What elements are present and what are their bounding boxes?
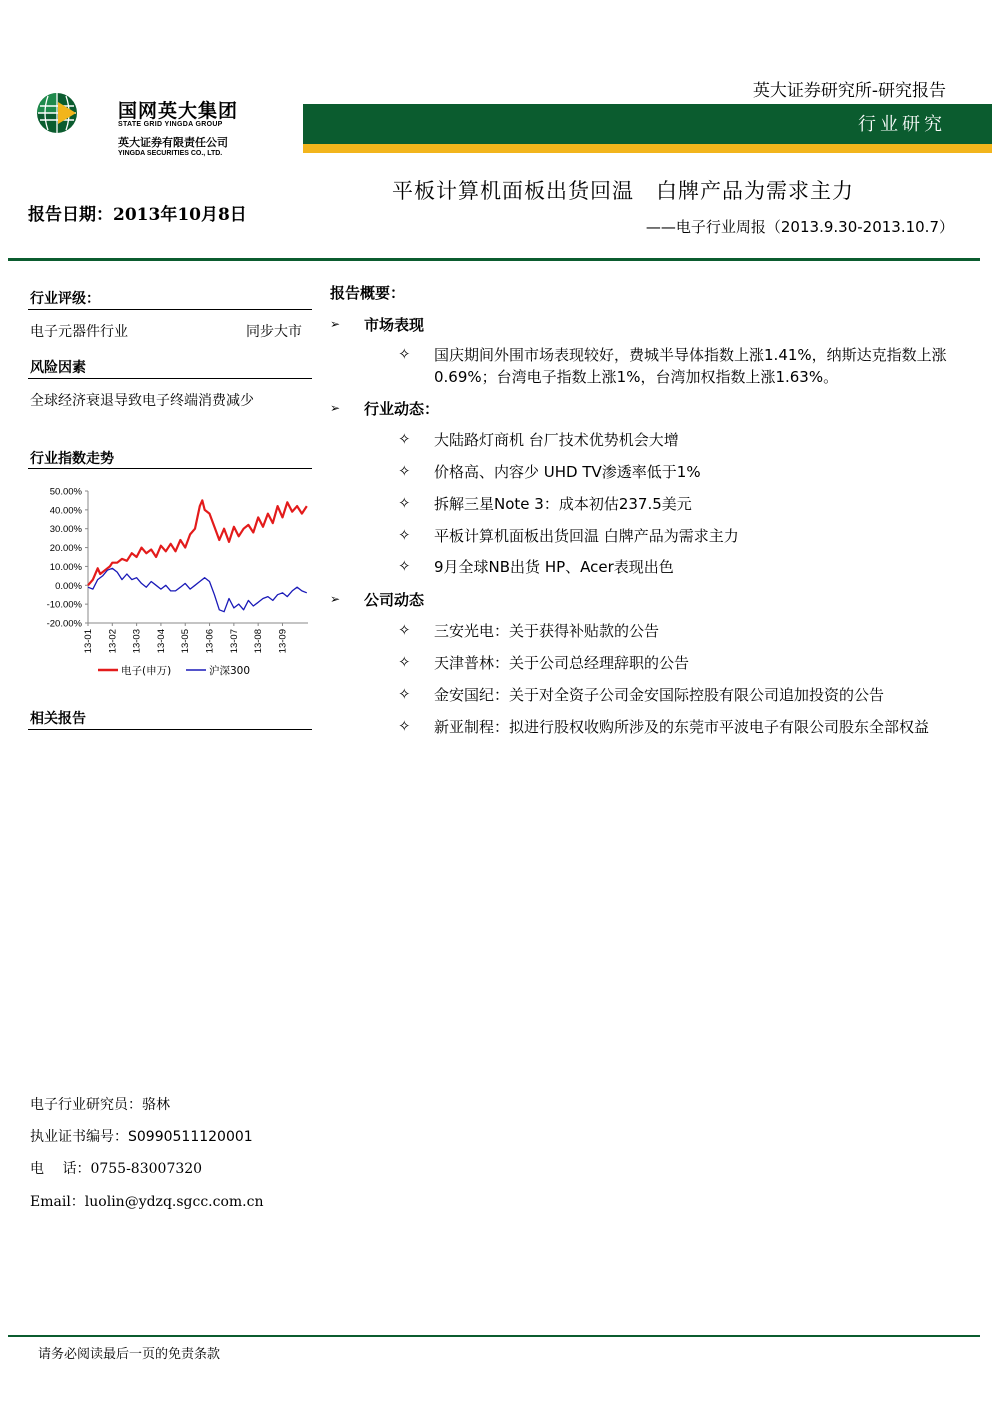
rating-heading: 行业评级： bbox=[30, 291, 100, 307]
divider bbox=[28, 309, 312, 310]
chart-series-line-2 bbox=[88, 568, 307, 611]
arrow-bullet-icon: ➢ bbox=[330, 317, 341, 331]
star-bullet-icon: ✧ bbox=[398, 345, 411, 363]
analyst-name: 电子行业研究员：骆林 bbox=[30, 1097, 170, 1113]
chart-x-tick-label: 13-07 bbox=[228, 629, 240, 654]
risk-heading: 风险因素 bbox=[30, 360, 86, 376]
summary-heading: 报告概要： bbox=[330, 284, 406, 302]
report-subtitle: ——电子行业周报（2013.9.30-2013.10.7） bbox=[645, 218, 954, 236]
chart-series-line-1 bbox=[88, 500, 307, 585]
arrow-bullet-icon: ➢ bbox=[330, 401, 341, 415]
institute-label: 英大证券研究所-研究报告 bbox=[752, 81, 946, 101]
brand-name-english: STATE GRID YINGDA GROUP bbox=[118, 121, 223, 128]
header-divider bbox=[8, 258, 980, 261]
star-bullet-icon: ✧ bbox=[398, 494, 411, 512]
chart-y-tick-label: -20.00% bbox=[46, 618, 82, 630]
section-label: 行业研究 bbox=[858, 114, 946, 135]
footer-divider bbox=[8, 1335, 980, 1337]
chart-x-tick-label: 13-04 bbox=[155, 629, 167, 654]
summary-item: 大陆路灯商机 台厂技术优势机会大增 bbox=[434, 431, 679, 449]
summary-item: 拆解三星Note 3：成本初估237.5美元 bbox=[434, 495, 692, 513]
chart-y-tick-label: -10.00% bbox=[46, 599, 82, 611]
summary-section-title: 行业动态： bbox=[364, 400, 440, 418]
risk-text: 全球经济衰退导致电子终端消费减少 bbox=[30, 393, 254, 409]
summary-item: 国庆期间外围市场表现较好，费城半导体指数上涨1.41%，纳斯达克指数上涨0.69%；台湾电子指数上涨1%，台湾加权指数上涨1.63%。 bbox=[434, 346, 947, 386]
summary-section-title: 公司动态 bbox=[364, 591, 425, 609]
chart-y-tick-label: 50.00% bbox=[49, 486, 82, 498]
index-trend-chart bbox=[28, 478, 318, 688]
company-name-english: YINGDA SECURITIES CO., LTD. bbox=[118, 150, 223, 157]
chart-x-tick-label: 13-03 bbox=[131, 629, 143, 654]
star-bullet-icon: ✧ bbox=[398, 621, 411, 639]
summary-item: 平板计算机面板出货回温 白牌产品为需求主力 bbox=[434, 527, 739, 545]
brand-name: 国网英大集团 bbox=[118, 100, 239, 122]
chart-y-tick-label: 30.00% bbox=[49, 524, 82, 536]
arrow-bullet-icon: ➢ bbox=[330, 592, 341, 606]
summary-item: 金安国纪：关于对全资子公司金安国际控股有限公司追加投资的公告 bbox=[434, 686, 885, 704]
chart-y-tick-label: 10.00% bbox=[49, 561, 82, 573]
disclaimer-text: 请务必阅读最后一页的免责条款 bbox=[38, 1347, 221, 1362]
related-reports-heading: 相关报告 bbox=[30, 711, 86, 727]
license-number: 执业证书编号：S0990511120001 bbox=[30, 1129, 253, 1145]
header-accent-band bbox=[303, 144, 992, 153]
summary-section-title: 市场表现 bbox=[364, 316, 425, 334]
report-date: 报告日期：2013年10月8日 bbox=[28, 205, 247, 225]
summary-item: 天津普林：关于公司总经理辞职的公告 bbox=[434, 654, 690, 672]
chart-x-tick-label: 13-08 bbox=[253, 629, 265, 654]
star-bullet-icon: ✧ bbox=[398, 557, 411, 575]
chart-x-tick-label: 13-06 bbox=[204, 629, 216, 654]
chart-y-tick-label: 0.00% bbox=[55, 580, 82, 592]
chart-y-tick-label: 40.00% bbox=[49, 505, 82, 517]
chart-x-tick-label: 13-05 bbox=[180, 629, 192, 654]
company-name: 英大证券有限责任公司 bbox=[118, 136, 228, 149]
divider bbox=[28, 729, 312, 730]
index-trend-heading: 行业指数走势 bbox=[30, 451, 114, 467]
star-bullet-icon: ✧ bbox=[398, 526, 411, 544]
star-bullet-icon: ✧ bbox=[398, 462, 411, 480]
chart-x-tick-label: 13-02 bbox=[107, 629, 119, 654]
divider bbox=[28, 468, 312, 469]
star-bullet-icon: ✧ bbox=[398, 685, 411, 703]
email-address: Email：luolin@ydzq.sgcc.com.cn bbox=[30, 1194, 264, 1210]
company-logo-icon bbox=[36, 92, 78, 134]
star-bullet-icon: ✧ bbox=[398, 430, 411, 448]
divider bbox=[28, 378, 312, 379]
star-bullet-icon: ✧ bbox=[398, 717, 411, 735]
chart-x-tick-label: 13-01 bbox=[83, 629, 94, 654]
chart-legend-label: 沪深300 bbox=[209, 665, 251, 677]
chart-y-tick-label: 20.00% bbox=[49, 543, 82, 555]
chart-x-tick-label: 13-09 bbox=[277, 629, 289, 654]
rating-sector: 电子元器件行业 bbox=[30, 324, 128, 340]
report-title: 平板计算机面板出货回温 白牌产品为需求主力 bbox=[392, 179, 854, 203]
star-bullet-icon: ✧ bbox=[398, 653, 411, 671]
summary-item: 价格高、内容少 UHD TV渗透率低于1% bbox=[434, 463, 701, 481]
chart-legend-label: 电子(申万) bbox=[121, 665, 172, 677]
rating-value: 同步大市 bbox=[246, 324, 302, 340]
summary-item: 三安光电：关于获得补贴款的公告 bbox=[434, 622, 660, 640]
phone-number: 电 话：0755-83007320 bbox=[30, 1161, 203, 1177]
summary-item: 新亚制程：拟进行股权收购所涉及的东莞市平波电子有限公司股东全部权益 bbox=[434, 718, 930, 736]
summary-item: 9月全球NB出货 HP、Acer表现出色 bbox=[434, 558, 674, 576]
